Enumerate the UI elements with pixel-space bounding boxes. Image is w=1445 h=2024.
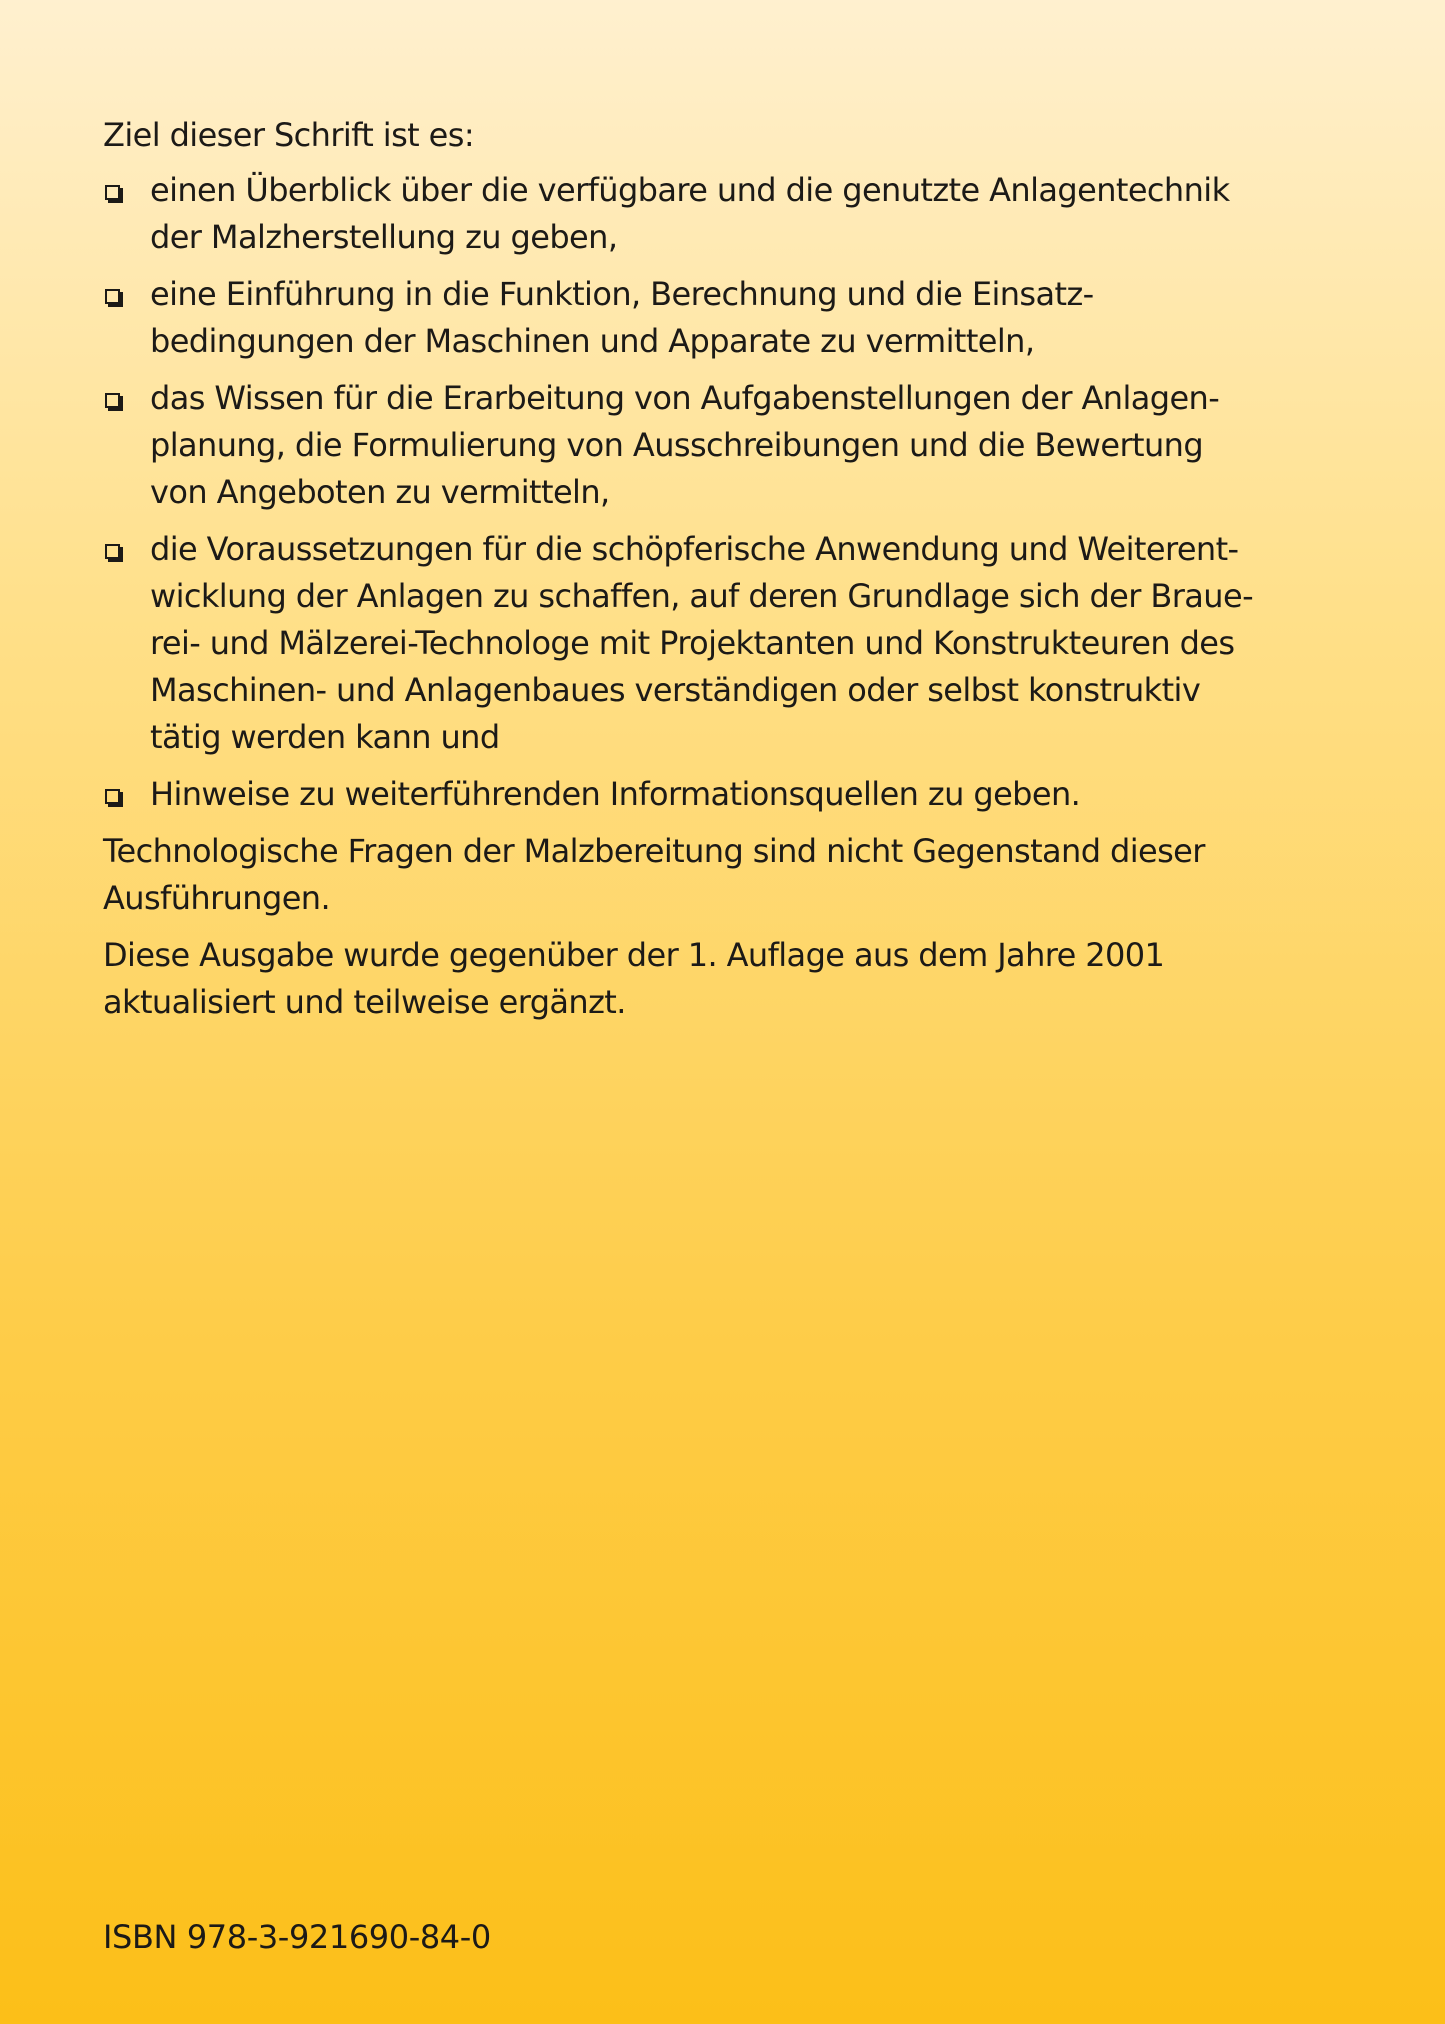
item-line: die Voraussetzungen für die schöpferische Anwendung und Weiterent- <box>150 530 1239 568</box>
item-line: planung, die Formulierung von Ausschreibungen und die Bewertung <box>150 426 1204 464</box>
intro-heading: Ziel dieser Schrift ist es: <box>103 116 475 154</box>
note-line: aktualisiert und teilweise ergänzt. <box>103 983 626 1021</box>
note-line: Diese Ausgabe wurde gegenüber der 1. Auflage aus dem Jahre 2001 <box>103 936 1165 974</box>
list-item <box>103 526 1343 761</box>
item-line: das Wissen für die Erarbeitung von Aufgabenstellungen der Anlagen- <box>150 379 1220 417</box>
item-line: tätig werden kann und <box>150 718 500 756</box>
goals-list <box>103 167 1343 818</box>
list-item <box>103 771 1343 818</box>
item-line: von Angeboten zu vermitteln, <box>150 473 610 511</box>
item-line: einen Überblick über die verfügbare und die genutzte Anlagentechnik <box>150 171 1230 209</box>
checkbox-bullet-icon <box>105 393 120 408</box>
item-line: der Malzherstellung zu geben, <box>150 218 618 256</box>
list-item <box>103 167 1343 261</box>
list-item <box>103 375 1343 516</box>
list-item <box>103 271 1343 365</box>
back-cover-text <box>103 112 1343 1026</box>
item-line: eine Einführung in die Funktion, Berechnung und die Einsatz- <box>150 275 1094 313</box>
item-line: Maschinen- und Anlagenbaues verständigen oder selbst konstruktiv <box>150 671 1201 709</box>
checkbox-bullet-icon <box>105 789 120 804</box>
item-line: wicklung der Anlagen zu schaffen, auf deren Grundlage sich der Braue- <box>150 577 1254 615</box>
checkbox-bullet-icon <box>105 544 120 559</box>
note-edition <box>103 932 1343 1026</box>
item-line: Hinweise zu weiterführenden Informationsquellen zu geben. <box>150 775 1081 813</box>
item-line: rei- und Mälzerei-Technologe mit Projektanten und Konstrukteuren des <box>150 624 1235 662</box>
isbn-number: ISBN 978-3-921690-84-0 <box>103 1918 491 1956</box>
item-line: bedingungen der Maschinen und Apparate zu vermitteln, <box>150 322 1035 360</box>
note-line: Ausführungen. <box>103 879 331 917</box>
note-line: Technologische Fragen der Malzbereitung sind nicht Gegenstand dieser <box>103 832 1205 870</box>
checkbox-bullet-icon <box>105 289 120 304</box>
note-technology <box>103 828 1343 922</box>
checkbox-bullet-icon <box>105 185 120 200</box>
